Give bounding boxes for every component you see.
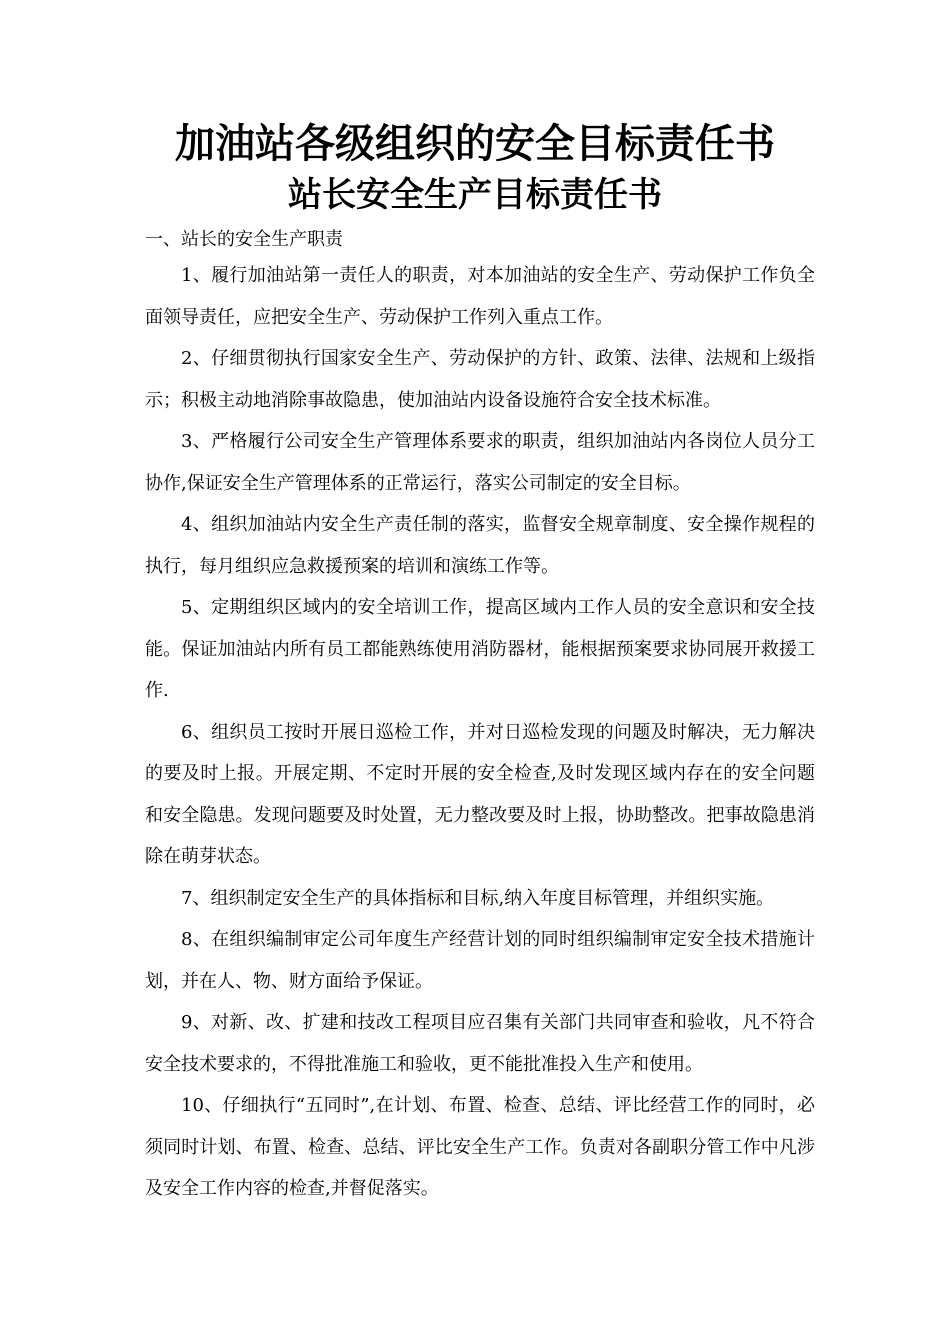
document-body <box>145 255 815 1210</box>
paragraph-3: 3、严格履行公司安全生产管理体系要求的职责，组织加油站内各岗位人员分工协作,保证安全生产管理体系的正常运行，落实公司制定的安全目标。 <box>145 431 815 494</box>
paragraph-4: 4、组织加油站内安全生产责任制的落实，监督安全规章制度、安全操作规程的执行，每月组织应急救援预案的培训和演练工作等。 <box>145 514 815 577</box>
paragraph-9: 9、对新、改、扩建和技改工程项目应召集有关部门共同审查和验收，凡不符合安全技术要求的，不得批准施工和验收，更不能批准投入生产和使用。 <box>145 1012 815 1075</box>
paragraph-10: 10、仔细执行“五同时”,在计划、布置、检查、总结、评比经营工作的同时，必须同时计划、布置、检查、总结、评比安全生产工作。负责对各副职分管工作中凡涉及安全工作内容的检查,并督促落实。 <box>145 1095 815 1199</box>
paragraph-8: 8、在组织编制审定公司年度生产经营计划的同时组织编制审定安全技术措施计划，并在人、物、财方面给予保证。 <box>145 929 815 992</box>
paragraph-6: 6、组织员工按时开展日巡检工作，并对日巡检发现的问题及时解决，无力解决的要及时上报。开展定期、不定时开展的安全检查,及时发现区域内存在的安全问题和安全隐患。发现问题要及时处置，无力整改要及时上报，协助整改。把事故隐患消除在萌芽状态。 <box>145 721 815 867</box>
document-title: 加油站各级组织的安全目标责任书 <box>175 121 775 167</box>
paragraph-1: 1、履行加油站第一责任人的职责，对本加油站的安全生产、劳动保护工作负全面领导责任，应把安全生产、劳动保护工作列入重点工作。 <box>145 265 815 328</box>
document-subtitle: 站长安全生产目标责任书 <box>288 175 662 215</box>
section-heading: 一、站长的安全生产职责 <box>145 229 343 250</box>
paragraph-5: 5、定期组织区域内的安全培训工作，提高区域内工作人员的安全意识和安全技能。保证加油站内所有员工都能熟练使用消防器材，能根据预案要求协同展开救援工作. <box>145 597 815 701</box>
paragraph-2: 2、仔细贯彻执行国家安全生产、劳动保护的方针、政策、法律、法规和上级指示；积极主动地消除事故隐患，使加油站内设备设施符合安全技术标准。 <box>145 348 815 411</box>
paragraph-7: 7、组织制定安全生产的具体指标和目标,纳入年度目标管理，并组织实施。 <box>181 887 775 909</box>
